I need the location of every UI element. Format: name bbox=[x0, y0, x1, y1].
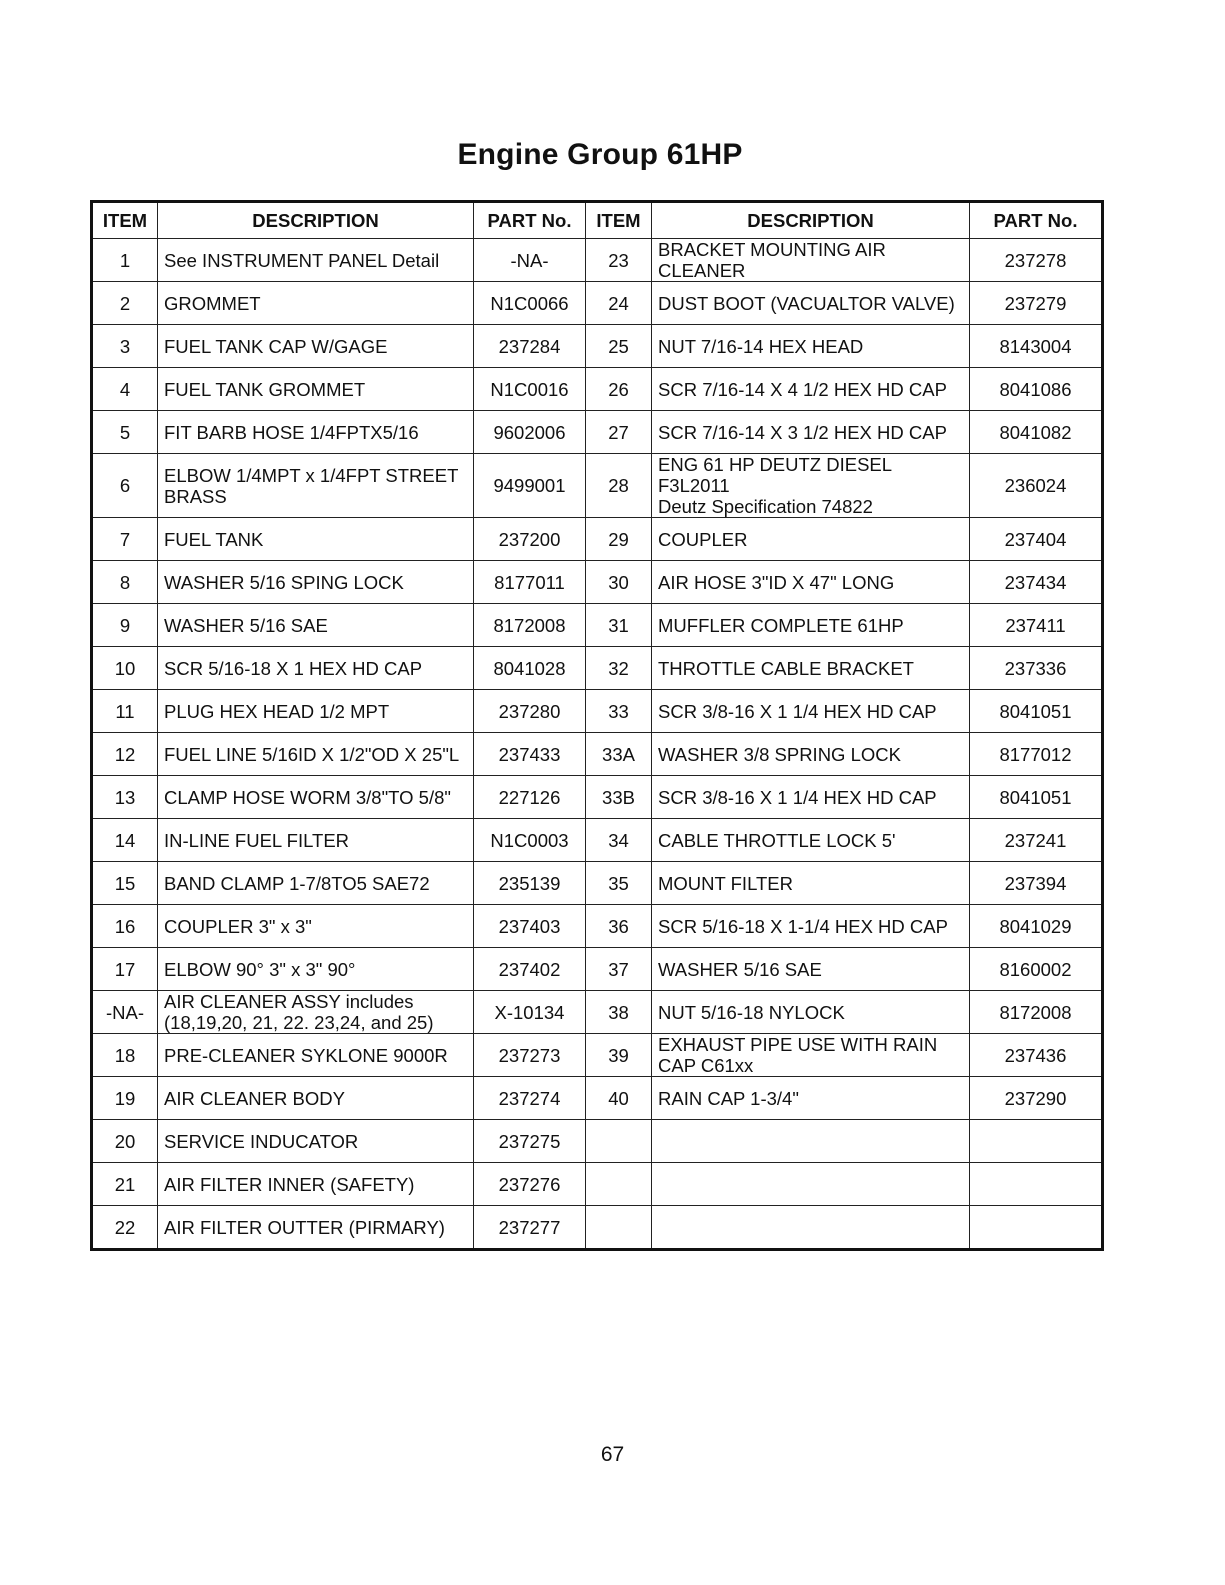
item-number: 40 bbox=[586, 1077, 652, 1120]
item-number: 32 bbox=[586, 647, 652, 690]
table-row bbox=[92, 948, 1103, 991]
part-description-line: ENG 61 HP DEUTZ DIESEL F3L2011 bbox=[658, 454, 892, 496]
part-description: DUST BOOT (VACUALTOR VALVE) bbox=[652, 282, 970, 325]
table-row bbox=[92, 411, 1103, 454]
table-row bbox=[92, 454, 1103, 518]
part-description: CABLE THROTTLE LOCK 5' bbox=[652, 819, 970, 862]
part-description: FUEL TANK GROMMET bbox=[158, 368, 474, 411]
part-number: 8041082 bbox=[970, 411, 1103, 454]
part-number: 237277 bbox=[474, 1206, 586, 1250]
header-part-no: PART No. bbox=[474, 202, 586, 239]
item-number: 6 bbox=[92, 454, 158, 518]
part-number: 8041028 bbox=[474, 647, 586, 690]
part-number: 237278 bbox=[970, 239, 1103, 282]
part-number: 8041029 bbox=[970, 905, 1103, 948]
header-description: DESCRIPTION bbox=[652, 202, 970, 239]
part-description: COUPLER bbox=[652, 518, 970, 561]
item-number: 27 bbox=[586, 411, 652, 454]
part-number: 237402 bbox=[474, 948, 586, 991]
part-description: IN-LINE FUEL FILTER bbox=[158, 819, 474, 862]
part-number: 8041051 bbox=[970, 776, 1103, 819]
part-number: 237200 bbox=[474, 518, 586, 561]
part-description: ELBOW 90° 3" x 3" 90° bbox=[158, 948, 474, 991]
part-number: 8172008 bbox=[474, 604, 586, 647]
item-number: 2 bbox=[92, 282, 158, 325]
item-number: 13 bbox=[92, 776, 158, 819]
part-number: 227126 bbox=[474, 776, 586, 819]
item-number: 4 bbox=[92, 368, 158, 411]
part-description: SCR 7/16-14 X 3 1/2 HEX HD CAP bbox=[652, 411, 970, 454]
part-description: WASHER 5/16 SAE bbox=[652, 948, 970, 991]
part-description: AIR HOSE 3"ID X 47" LONG bbox=[652, 561, 970, 604]
part-number: 237274 bbox=[474, 1077, 586, 1120]
part-description: SCR 5/16-18 X 1 HEX HD CAP bbox=[158, 647, 474, 690]
item-number: 29 bbox=[586, 518, 652, 561]
part-description: AIR CLEANER ASSY includes (18,19,20, 21, 22. 23,24, and 25) bbox=[158, 991, 474, 1034]
part-description: BRACKET MOUNTING AIR CLEANER bbox=[652, 239, 970, 282]
page-title: Engine Group 61HP bbox=[457, 138, 743, 171]
part-description: BAND CLAMP 1-7/8TO5 SAE72 bbox=[158, 862, 474, 905]
part-description: FUEL LINE 5/16ID X 1/2"OD X 25"L bbox=[158, 733, 474, 776]
item-number: 18 bbox=[92, 1034, 158, 1077]
part-number: 237241 bbox=[970, 819, 1103, 862]
item-number: 8 bbox=[92, 561, 158, 604]
parts-table-body bbox=[92, 239, 1103, 1250]
part-number: N1C0003 bbox=[474, 819, 586, 862]
part-description: THROTTLE CABLE BRACKET bbox=[652, 647, 970, 690]
part-description: WASHER 5/16 SAE bbox=[158, 604, 474, 647]
item-number: 10 bbox=[92, 647, 158, 690]
item-number: 24 bbox=[586, 282, 652, 325]
table-row bbox=[92, 733, 1103, 776]
item-number: 1 bbox=[92, 239, 158, 282]
table-header-row bbox=[92, 202, 1103, 239]
table-row bbox=[92, 819, 1103, 862]
header-item: ITEM bbox=[92, 202, 158, 239]
item-number: 33 bbox=[586, 690, 652, 733]
part-description: SERVICE INDUCATOR bbox=[158, 1120, 474, 1163]
part-description: SCR 5/16-18 X 1-1/4 HEX HD CAP bbox=[652, 905, 970, 948]
item-number: 26 bbox=[586, 368, 652, 411]
part-number: -NA- bbox=[474, 239, 586, 282]
item-number: -NA- bbox=[92, 991, 158, 1034]
item-number: 5 bbox=[92, 411, 158, 454]
part-number: 237436 bbox=[970, 1034, 1103, 1077]
item-number: 23 bbox=[586, 239, 652, 282]
part-number: 237276 bbox=[474, 1163, 586, 1206]
part-description: AIR FILTER INNER (SAFETY) bbox=[158, 1163, 474, 1206]
part-description: WASHER 3/8 SPRING LOCK bbox=[652, 733, 970, 776]
item-number: 25 bbox=[586, 325, 652, 368]
item-number: 35 bbox=[586, 862, 652, 905]
part-description: SCR 3/8-16 X 1 1/4 HEX HD CAP bbox=[652, 690, 970, 733]
part-description: FUEL TANK bbox=[158, 518, 474, 561]
item-number: 16 bbox=[92, 905, 158, 948]
table-row bbox=[92, 690, 1103, 733]
item-number: 33B bbox=[586, 776, 652, 819]
part-number: 237434 bbox=[970, 561, 1103, 604]
item-number: 9 bbox=[92, 604, 158, 647]
part-description: WASHER 5/16 SPING LOCK bbox=[158, 561, 474, 604]
item-number: 31 bbox=[586, 604, 652, 647]
item-number bbox=[586, 1120, 652, 1163]
item-number: 17 bbox=[92, 948, 158, 991]
table-row bbox=[92, 1034, 1103, 1077]
part-specification: Deutz Specification 74822 bbox=[658, 496, 873, 517]
item-number: 39 bbox=[586, 1034, 652, 1077]
part-number: 235139 bbox=[474, 862, 586, 905]
table-row bbox=[92, 776, 1103, 819]
table-row bbox=[92, 905, 1103, 948]
part-number: 8177012 bbox=[970, 733, 1103, 776]
table-row bbox=[92, 862, 1103, 905]
part-description: EXHAUST PIPE USE WITH RAIN CAP C61xx bbox=[652, 1034, 970, 1077]
part-number bbox=[970, 1206, 1103, 1250]
table-row bbox=[92, 325, 1103, 368]
header-part-no: PART No. bbox=[970, 202, 1103, 239]
item-number: 21 bbox=[92, 1163, 158, 1206]
part-number: X-10134 bbox=[474, 991, 586, 1034]
table-row bbox=[92, 991, 1103, 1034]
page-number: 67 bbox=[600, 1443, 625, 1466]
table-row bbox=[92, 1077, 1103, 1120]
item-number bbox=[586, 1163, 652, 1206]
part-number: 237403 bbox=[474, 905, 586, 948]
part-number: 8041086 bbox=[970, 368, 1103, 411]
part-number: 237290 bbox=[970, 1077, 1103, 1120]
part-description: NUT 7/16-14 HEX HEAD bbox=[652, 325, 970, 368]
part-number bbox=[970, 1120, 1103, 1163]
item-number: 36 bbox=[586, 905, 652, 948]
item-number: 28 bbox=[586, 454, 652, 518]
part-description: PRE-CLEANER SYKLONE 9000R bbox=[158, 1034, 474, 1077]
part-description bbox=[652, 1163, 970, 1206]
part-number: 236024 bbox=[970, 454, 1103, 518]
parts-table bbox=[90, 200, 1104, 1251]
item-number: 15 bbox=[92, 862, 158, 905]
item-number: 22 bbox=[92, 1206, 158, 1250]
part-number: 237280 bbox=[474, 690, 586, 733]
part-description: COUPLER 3" x 3" bbox=[158, 905, 474, 948]
table-row bbox=[92, 647, 1103, 690]
part-number: 237273 bbox=[474, 1034, 586, 1077]
item-number: 37 bbox=[586, 948, 652, 991]
part-number: 237394 bbox=[970, 862, 1103, 905]
part-number: 237336 bbox=[970, 647, 1103, 690]
part-description: AIR CLEANER BODY bbox=[158, 1077, 474, 1120]
table-row bbox=[92, 368, 1103, 411]
part-number bbox=[970, 1163, 1103, 1206]
header-item: ITEM bbox=[586, 202, 652, 239]
part-description bbox=[652, 454, 970, 518]
part-description: SCR 3/8-16 X 1 1/4 HEX HD CAP bbox=[652, 776, 970, 819]
part-number: N1C0016 bbox=[474, 368, 586, 411]
part-description: FUEL TANK CAP W/GAGE bbox=[158, 325, 474, 368]
part-number: 8041051 bbox=[970, 690, 1103, 733]
part-description bbox=[652, 1206, 970, 1250]
item-number bbox=[586, 1206, 652, 1250]
table-row bbox=[92, 1120, 1103, 1163]
table-row bbox=[92, 282, 1103, 325]
part-number: 8143004 bbox=[970, 325, 1103, 368]
part-description: NUT 5/16-18 NYLOCK bbox=[652, 991, 970, 1034]
item-number: 34 bbox=[586, 819, 652, 862]
table-row bbox=[92, 239, 1103, 282]
table-row bbox=[92, 604, 1103, 647]
part-description: PLUG HEX HEAD 1/2 MPT bbox=[158, 690, 474, 733]
part-description: ELBOW 1/4MPT x 1/4FPT STREET BRASS bbox=[158, 454, 474, 518]
part-description: MOUNT FILTER bbox=[652, 862, 970, 905]
part-description: RAIN CAP 1-3/4" bbox=[652, 1077, 970, 1120]
part-description: GROMMET bbox=[158, 282, 474, 325]
item-number: 12 bbox=[92, 733, 158, 776]
part-description: FIT BARB HOSE 1/4FPTX5/16 bbox=[158, 411, 474, 454]
item-number: 11 bbox=[92, 690, 158, 733]
part-number: 8177011 bbox=[474, 561, 586, 604]
item-number: 3 bbox=[92, 325, 158, 368]
table-row bbox=[92, 1163, 1103, 1206]
part-number: 8160002 bbox=[970, 948, 1103, 991]
header-description: DESCRIPTION bbox=[158, 202, 474, 239]
part-number: 8172008 bbox=[970, 991, 1103, 1034]
part-number: 237275 bbox=[474, 1120, 586, 1163]
table-row bbox=[92, 561, 1103, 604]
item-number: 38 bbox=[586, 991, 652, 1034]
part-number: 9499001 bbox=[474, 454, 586, 518]
part-number: 9602006 bbox=[474, 411, 586, 454]
item-number: 14 bbox=[92, 819, 158, 862]
part-description: See INSTRUMENT PANEL Detail bbox=[158, 239, 474, 282]
part-description: MUFFLER COMPLETE 61HP bbox=[652, 604, 970, 647]
part-description: CLAMP HOSE WORM 3/8"TO 5/8" bbox=[158, 776, 474, 819]
item-number: 33A bbox=[586, 733, 652, 776]
part-description: SCR 7/16-14 X 4 1/2 HEX HD CAP bbox=[652, 368, 970, 411]
item-number: 7 bbox=[92, 518, 158, 561]
part-number: 237411 bbox=[970, 604, 1103, 647]
part-description bbox=[652, 1120, 970, 1163]
table-row bbox=[92, 1206, 1103, 1250]
part-number: 237404 bbox=[970, 518, 1103, 561]
part-number: 237279 bbox=[970, 282, 1103, 325]
item-number: 20 bbox=[92, 1120, 158, 1163]
item-number: 30 bbox=[586, 561, 652, 604]
part-number: 237433 bbox=[474, 733, 586, 776]
part-number: 237284 bbox=[474, 325, 586, 368]
part-number: N1C0066 bbox=[474, 282, 586, 325]
part-description: AIR FILTER OUTTER (PIRMARY) bbox=[158, 1206, 474, 1250]
item-number: 19 bbox=[92, 1077, 158, 1120]
table-row bbox=[92, 518, 1103, 561]
